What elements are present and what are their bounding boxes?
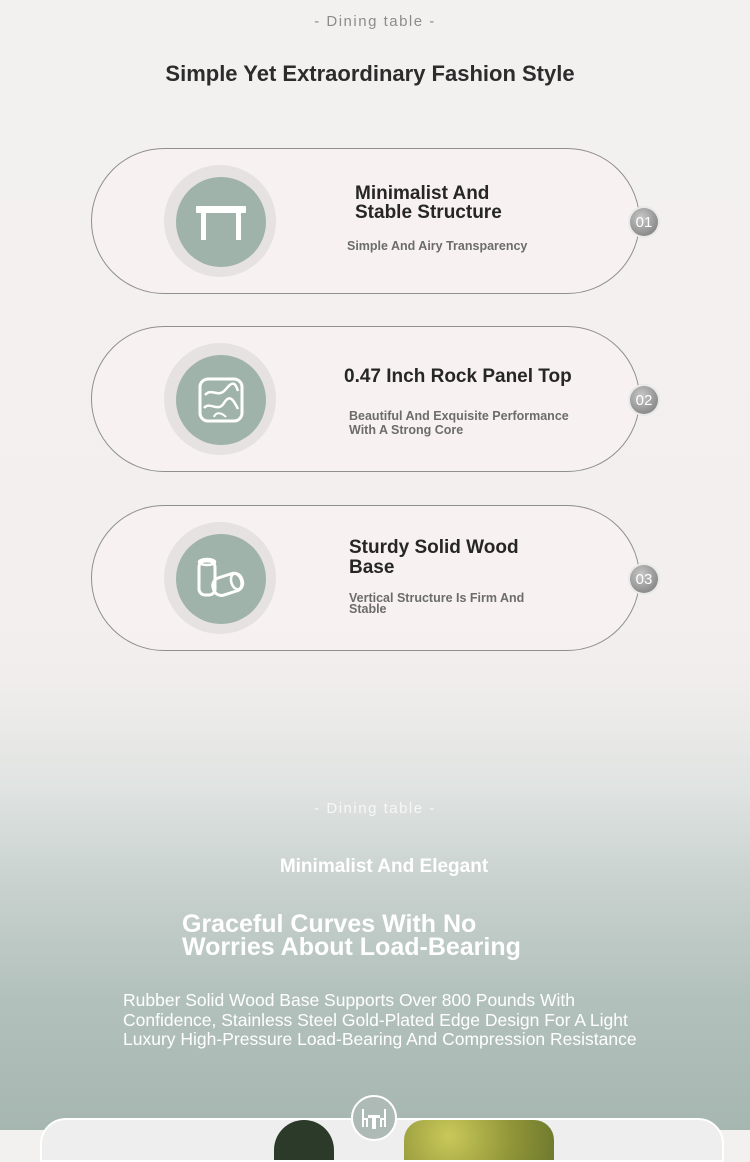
feature-title: 0.47 Inch Rock Panel Top — [344, 366, 572, 387]
feature-subtitle: Vertical Structure Is Firm And Stable — [349, 591, 525, 616]
feature-subtitle: Simple And Airy Transparency — [347, 239, 528, 253]
dining-set-icon — [351, 1095, 397, 1141]
feature-subtitle: Beautiful And Exquisite Performance With A Strong Core — [349, 409, 569, 437]
feature-card-1 — [91, 148, 653, 294]
section-kicker: - Dining table - — [314, 800, 436, 817]
fruit-bowl-image — [404, 1120, 554, 1160]
wood-logs-icon — [176, 534, 266, 624]
section-subtitle: Minimalist And Elegant — [279, 856, 489, 877]
feature-card-2 — [91, 326, 653, 472]
section-title: Simple Yet Extraordinary Fashion Style — [165, 61, 575, 86]
feature-title: Sturdy Solid Wood Base — [349, 537, 519, 578]
vase-image — [274, 1120, 334, 1160]
feature-number-badge: 02 — [630, 386, 658, 414]
feature-number-badge: 01 — [630, 208, 658, 236]
table-icon — [176, 177, 266, 267]
section-heading: Graceful Curves With No Worries About Load-Bearing — [182, 910, 521, 961]
feature-number-badge: 03 — [630, 565, 658, 593]
feature-title: Minimalist And Stable Structure — [355, 183, 502, 223]
feature-card-3 — [91, 505, 653, 651]
marble-slab-icon — [176, 355, 266, 445]
section-body-text: Rubber Solid Wood Base Supports Over 800 Pounds With Confidence, Stainless Steel Gold-Plated Edge Design For A Light Luxury High-Pressure Load-Bearing And Compression Resistance — [123, 990, 637, 1049]
section-kicker: - Dining table - — [314, 13, 436, 30]
